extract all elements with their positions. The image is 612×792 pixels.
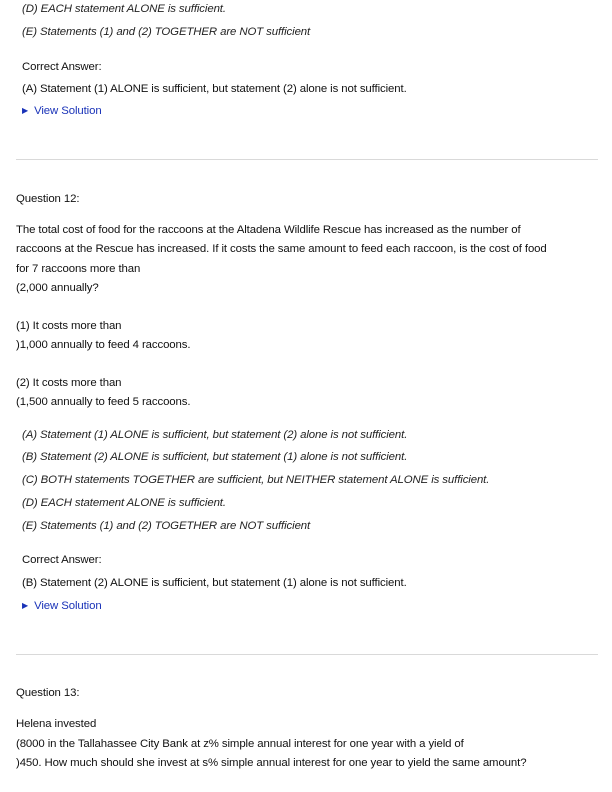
option-d: (D) EACH statement ALONE is sufficient. <box>22 497 226 509</box>
option-e: (E) Statements (1) and (2) TOGETHER are NOT sufficient <box>22 26 311 38</box>
statement-2-line: (2) It costs more than <box>16 377 122 389</box>
option-d: (D) EACH statement ALONE is sufficient. <box>22 3 226 15</box>
view-solution-toggle[interactable] <box>22 600 102 612</box>
question-stem-line: )450. How much should she invest at s% simple annual interest for one year to yield the same amount? <box>16 757 527 769</box>
question-stem-line: Helena invested <box>16 718 97 730</box>
question-stem-line: for 7 raccoons more than <box>16 263 141 275</box>
correct-answer-text: (B) Statement (2) ALONE is sufficient, but statement (1) alone is not sufficient. <box>22 577 407 589</box>
option-c: (C) BOTH statements TOGETHER are sufficient, but NEITHER statement ALONE is sufficient. <box>22 474 490 486</box>
question-stem-line: (8000 in the Tallahassee City Bank at z% simple annual interest for one year with a yield of <box>16 738 464 750</box>
question-stem-line: raccoons at the Rescue has increased. If it costs the same amount to feed each raccoon, is the cost of food <box>16 243 547 255</box>
correct-answer-text: (A) Statement (1) ALONE is sufficient, but statement (2) alone is not sufficient. <box>22 83 407 95</box>
option-a: (A) Statement (1) ALONE is sufficient, but statement (2) alone is not sufficient. <box>22 429 408 441</box>
question-heading: Question 13: <box>16 687 80 699</box>
statement-1-line: )1,000 annually to feed 4 raccoons. <box>16 339 191 351</box>
statement-2-line: (1,500 annually to feed 5 raccoons. <box>16 396 191 408</box>
triangle-right-icon: ▶ <box>22 601 29 610</box>
view-solution-label: View Solution <box>34 105 102 117</box>
option-b: (B) Statement (2) ALONE is sufficient, but statement (1) alone is not sufficient. <box>22 451 408 463</box>
option-e: (E) Statements (1) and (2) TOGETHER are NOT sufficient <box>22 520 311 532</box>
correct-answer-label: Correct Answer: <box>22 61 102 73</box>
question-stem-line: The total cost of food for the raccoons at the Altadena Wildlife Rescue has increased as the number of <box>16 224 521 236</box>
view-solution-label: View Solution <box>34 600 102 612</box>
view-solution-toggle[interactable] <box>22 105 102 117</box>
statement-1-line: (1) It costs more than <box>16 320 122 332</box>
triangle-right-icon: ▶ <box>22 106 29 115</box>
section-divider <box>16 159 598 160</box>
question-heading: Question 12: <box>16 193 80 205</box>
section-divider <box>16 654 598 655</box>
correct-answer-label: Correct Answer: <box>22 554 102 566</box>
question-stem-line: (2,000 annually? <box>16 282 99 294</box>
